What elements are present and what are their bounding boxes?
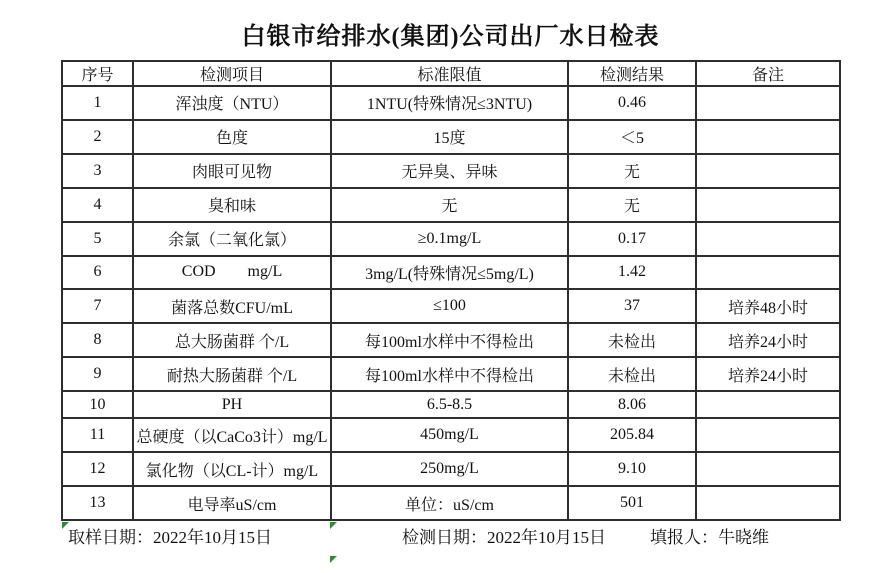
note-cell [696,256,840,290]
no-cell: 7 [62,289,133,323]
no-cell: 3 [62,154,133,188]
table-row [62,154,840,188]
no-cell: 4 [62,188,133,222]
limit-cell: 无 [331,188,568,222]
no-cell: 12 [62,452,133,486]
note-cell [696,86,840,120]
table-row [62,452,840,486]
header-note: 备注 [696,61,840,86]
table-row [62,486,840,520]
note-cell [696,188,840,222]
reporter-value: 牛晓维 [718,528,769,547]
note-cell [696,452,840,486]
sample-date [68,527,272,549]
cell-flag-icon [330,522,337,529]
result-cell: 未检出 [568,323,696,357]
table-row [62,391,840,418]
item-cell: 氯化物（以CL-计）mg/L [133,452,331,486]
result-cell: 0.17 [568,222,696,256]
test-date-label: 检测日期： [402,528,487,547]
reporter [650,527,769,549]
result-cell: 501 [568,486,696,520]
no-cell: 2 [62,120,133,154]
limit-cell: 每100ml水样中不得检出 [331,357,568,391]
limit-cell: 450mg/L [331,418,568,452]
table-row [62,357,840,391]
sample-date-value: 2022年10月15日 [153,528,272,547]
limit-cell: 单位：uS/cm [331,486,568,520]
table-header [62,61,840,86]
note-cell [696,418,840,452]
item-cell: 总大肠菌群 个/L [133,323,331,357]
item-cell: 电导率uS/cm [133,486,331,520]
limit-cell: 15度 [331,120,568,154]
no-cell: 9 [62,357,133,391]
note-cell: 培养24小时 [696,357,840,391]
item-cell: 肉眼可见物 [133,154,331,188]
result-cell: 无 [568,154,696,188]
reporter-label: 填报人： [650,528,718,547]
page-title: 白银市给排水(集团)公司出厂水日检表 [241,24,660,50]
limit-cell: ≥0.1mg/L [331,222,568,256]
no-cell: 6 [62,256,133,290]
table-row [62,256,840,290]
limit-cell: ≤100 [331,289,568,323]
test-date-value: 2022年10月15日 [487,528,606,547]
test-date [402,527,606,549]
limit-cell: 6.5-8.5 [331,391,568,418]
result-cell: ＜5 [568,120,696,154]
note-cell [696,222,840,256]
item-cell: 浑浊度（NTU） [133,86,331,120]
sample-date-label: 取样日期： [68,528,153,547]
header-limit: 标准限值 [331,61,568,86]
no-cell: 5 [62,222,133,256]
result-cell: 未检出 [568,357,696,391]
result-cell: 无 [568,188,696,222]
item-cell: 余氯（二氧化氯） [133,222,331,256]
item-cell: 色度 [133,120,331,154]
table-row [62,418,840,452]
result-cell: 205.84 [568,418,696,452]
limit-cell: 无异臭、异味 [331,154,568,188]
table-row [62,86,840,120]
note-cell [696,154,840,188]
result-cell: 0.46 [568,86,696,120]
note-cell [696,486,840,520]
no-cell: 10 [62,391,133,418]
table-row [62,120,840,154]
item-cell: 菌落总数CFU/mL [133,289,331,323]
header-no: 序号 [62,61,133,86]
header-row [62,61,840,86]
note-cell [696,391,840,418]
no-cell: 1 [62,86,133,120]
result-cell: 9.10 [568,452,696,486]
result-cell: 1.42 [568,256,696,290]
limit-cell: 每100ml水样中不得检出 [331,323,568,357]
header-result: 检测结果 [568,61,696,86]
limit-cell: 1NTU(特殊情况≤3NTU) [331,86,568,120]
item-cell: 总硬度（以CaCo3计）mg/L [133,418,331,452]
note-cell [696,120,840,154]
item-cell: PH [133,391,331,418]
no-cell: 8 [62,323,133,357]
table-body [62,86,840,520]
item-cell: 耐热大肠菌群 个/L [133,357,331,391]
cell-flag-icon [330,556,337,563]
table-row [62,289,840,323]
result-cell: 37 [568,289,696,323]
no-cell: 11 [62,418,133,452]
table-row [62,222,840,256]
result-cell: 8.06 [568,391,696,418]
limit-cell: 250mg/L [331,452,568,486]
no-cell: 13 [62,486,133,520]
item-cell: COD mg/L [133,256,331,290]
table-row [62,188,840,222]
note-cell: 培养24小时 [696,323,840,357]
header-item: 检测项目 [133,61,331,86]
inspection-table [61,60,841,521]
item-cell: 臭和味 [133,188,331,222]
table-row [62,323,840,357]
limit-cell: 3mg/L(特殊情况≤5mg/L) [331,256,568,290]
note-cell: 培养48小时 [696,289,840,323]
